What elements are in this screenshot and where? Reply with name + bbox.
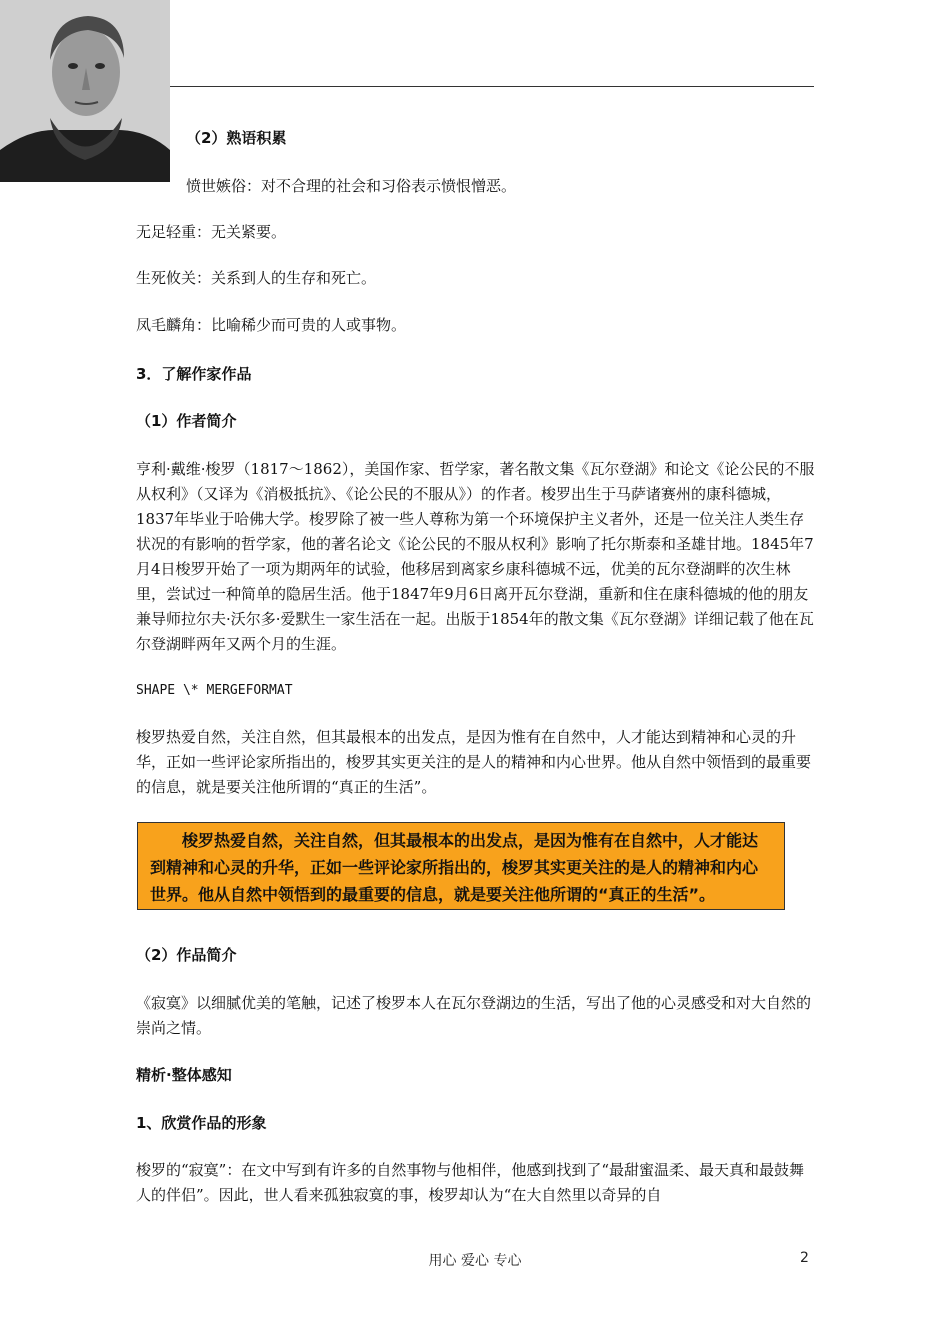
author-intro-heading: （1）作者简介	[136, 412, 237, 430]
idiom-item-2: 无足轻重：无关紧要。	[136, 223, 287, 241]
idiom-item-3: 生死攸关：关系到人的生存和死亡。	[136, 269, 377, 287]
analysis-heading: 精析·整体感知	[136, 1066, 232, 1084]
header-rule	[170, 86, 814, 87]
portrait-image	[0, 0, 170, 182]
footer-motto: 用心 爱心 专心	[428, 1253, 522, 1269]
analysis-paragraph: 梭罗的“寂寞”：在文中写到有许多的自然事物与他相伴，他感到找到了“最甜蜜温柔、最天真和最鼓舞人的伴侣”。因此，世人看来孤独寂寞的事，梭罗却认为“在大自然里以奇异的自	[136, 1161, 805, 1204]
work-intro: 《寂寞》以细腻优美的笔触，记述了梭罗本人在瓦尔登湖边的生活，写出了他的心灵感受和对大自然的崇尚之情。	[136, 994, 812, 1037]
author-bio: 亨利·戴维·梭罗（1817～1862），美国作家、哲学家，著名散文集《瓦尔登湖》和论文《论公民的不服从权利》（又译为《消极抵抗》、《论公民的不服从》）的作者。梭罗出生于马萨诸赛州的康科德城，1837年毕业于哈佛大学。梭罗除了被一些人尊称为第一个环境保护主义者外，还是一位关注人类生存状况的有影响的哲学家，他的著名论文《论公民的不服从权利》影响了托尔斯泰和圣雄甘地。1845年7月4日梭罗开始了一项为期两年的试验，他移居到离家乡康科德城不远，优美的瓦尔登湖畔的次生林里，尝试过一种简单的隐居生活。他于1847年9月6日离开瓦尔登湖，重新和住在康科德城的他的朋友兼导师拉尔夫·沃尔多·爱默生一家生活在一起。出版于1854年的散文集《瓦尔登湖》详细记载了他在瓦尔登湖畔两年又两个月的生涯。	[136, 460, 815, 653]
field-code-text: SHAPE \* MERGEFORMAT	[136, 683, 293, 698]
work-intro-heading: （2）作品简介	[136, 946, 237, 964]
highlight-callout: 梭罗热爱自然，关注自然，但其最根本的出发点，是因为惟有在自然中，人才能达到精神和心灵的升华，正如一些评论家所指出的，梭罗其实更关注的是人的精神和内心世界。他从自然中领悟到的最重要的信息，就是要关注他所谓的“真正的生活”。	[137, 822, 785, 910]
idiom-item-4: 凤毛麟角：比喻稀少而可贵的人或事物。	[136, 316, 407, 334]
idioms-heading: （2）熟语积累	[186, 129, 287, 147]
analysis-subheading: 1、欣赏作品的形象	[136, 1114, 267, 1132]
author-portrait	[0, 0, 170, 182]
nature-paragraph: 梭罗热爱自然，关注自然，但其最根本的出发点，是因为惟有在自然中，人才能达到精神和心灵的升华，正如一些评论家所指出的，梭罗其实更关注的是人的精神和内心世界。他从自然中领悟到的最重要的信息，就是要关注他所谓的“真正的生活”。	[136, 728, 812, 796]
page-number: 2	[800, 1250, 809, 1266]
idiom-item-1: 愤世嫉俗：对不合理的社会和习俗表示愤恨憎恶。	[186, 177, 517, 195]
section-heading-author-works: 3．了解作家作品	[136, 365, 252, 383]
